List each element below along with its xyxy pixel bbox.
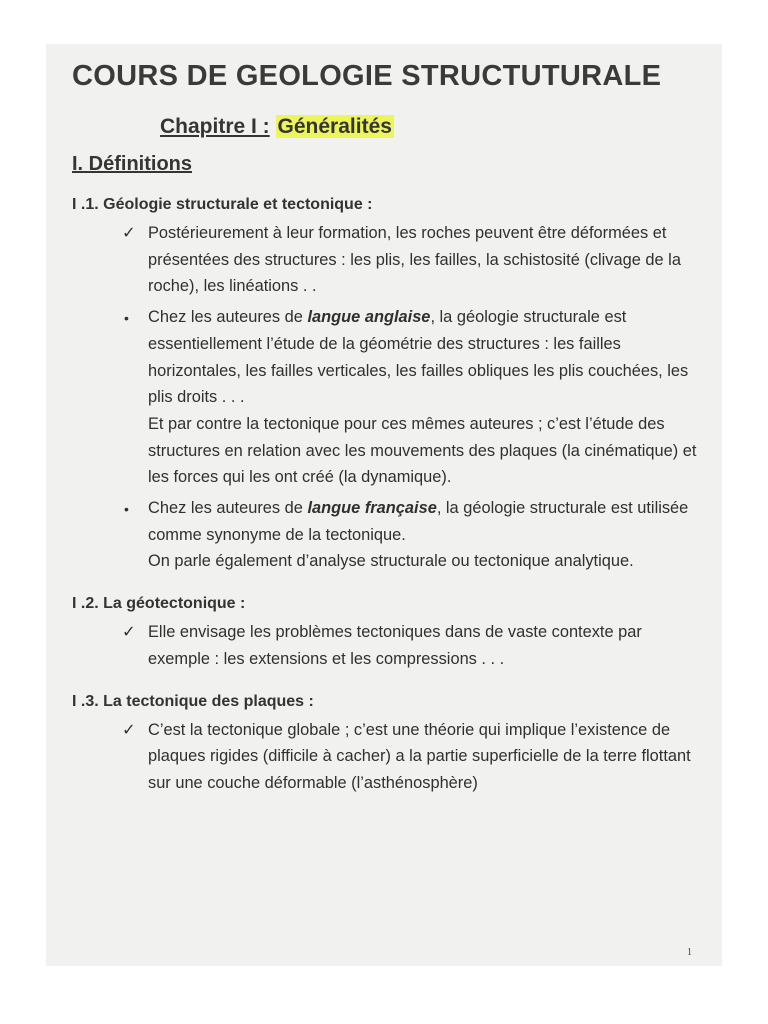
chapter-heading	[160, 115, 698, 139]
chapter-highlight: Généralités	[277, 115, 392, 138]
subsection-heading: I .2. La géotectonique :	[72, 595, 246, 613]
list-item	[122, 495, 698, 575]
checkmark-icon: ✓	[122, 720, 136, 739]
item-text: C’est la tectonique globale ; c’est une théorie qui implique l’existence de plaques rigides (difficile à cacher) a la partie superficielle de la terre flottant sur une couche déformable (l’asthénosphère)	[148, 720, 691, 792]
item-list	[122, 619, 698, 672]
list-item	[122, 717, 698, 797]
bullet-icon: •	[124, 310, 129, 327]
list-item	[122, 619, 698, 672]
item-intro: Chez les auteures de	[148, 499, 308, 518]
item-text: Elle envisage les problèmes tectoniques dans de vaste contexte par exemple : les extensions et les compressions . . .	[148, 623, 642, 668]
section-heading: I. Définitions	[72, 153, 192, 175]
item-paragraph: Et par contre la tectonique pour ces mêmes auteures ; c’est l’étude des structures en relation avec les mouvements des plaques (la cinématique) et les forces qui les ont créé (la dynamique).	[148, 414, 697, 487]
item-intro: Chez les auteures de	[148, 308, 308, 327]
checkmark-icon: ✓	[122, 224, 136, 242]
item-rest: , la géologie structurale est utilisée comme synonyme de la tectonique.	[148, 499, 689, 544]
bullet-icon: •	[124, 501, 129, 518]
page-number: 1	[687, 947, 692, 958]
list-item	[122, 220, 698, 300]
item-list	[122, 220, 698, 575]
checkmark-icon: ✓	[122, 623, 136, 642]
document-page	[46, 44, 722, 966]
chapter-label: Chapitre I :	[160, 115, 270, 138]
list-item	[122, 304, 698, 491]
item-list	[122, 717, 698, 797]
item-text	[148, 495, 698, 548]
item-rest: , la géologie structurale est essentiellement l’étude de la géométrie des structures : les failles horizontales, les failles verticales, les failles obliques les plis couchées, les plis droits . . .	[148, 308, 689, 407]
item-emphasis: langue française	[307, 499, 437, 518]
item-paragraph: On parle également d’analyse structurale ou tectonique analytique.	[148, 552, 634, 571]
item-text	[148, 304, 698, 411]
subsection-heading: I .1. Géologie structurale et tectonique :	[72, 196, 373, 213]
document-title: COURS DE GEOLOGIE STRUCTUTURALE	[72, 60, 662, 92]
item-emphasis: langue anglaise	[307, 308, 431, 327]
subsection-heading: I .3. La tectonique des plaques :	[72, 692, 314, 710]
item-text: Postérieurement à leur formation, les roches peuvent être déformées et présentées des structures : les plis, les failles, la schistosité (clivage de la roche), les linéations . .	[148, 224, 681, 296]
